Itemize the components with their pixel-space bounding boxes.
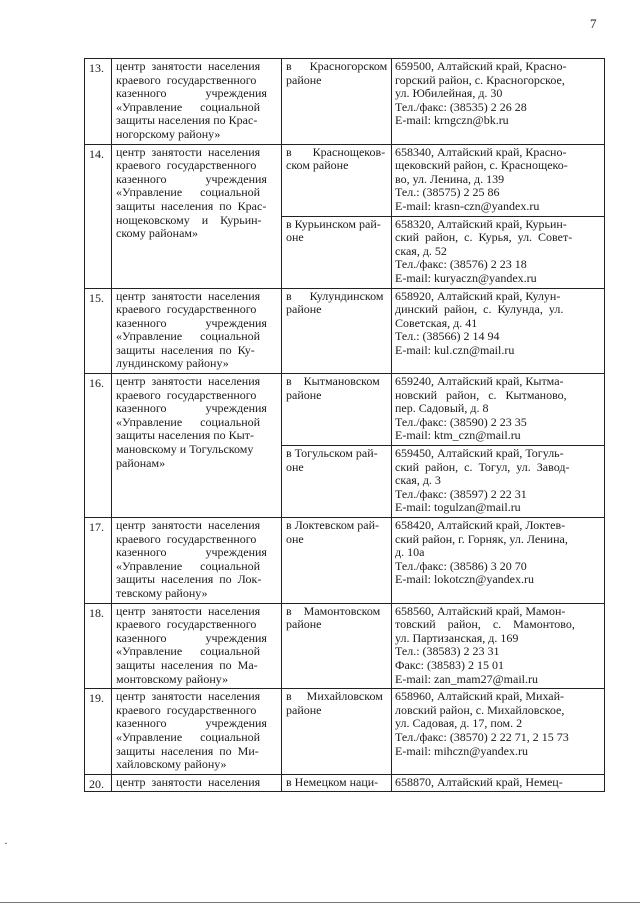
contact-address-line: 658960, Алтайский край, Михай- <box>395 689 565 704</box>
organization-name-line: краевого государственного <box>116 387 257 402</box>
organization-name-line: центр занятости населения <box>116 689 261 704</box>
organization-name-line: казенного учреждения <box>116 86 267 101</box>
contact-address-line: 659500, Алтайский край, Красно- <box>395 59 567 73</box>
contact-address <box>392 289 604 374</box>
row-number: 20. <box>85 775 112 792</box>
row-number: 17. <box>85 518 112 603</box>
branch <box>282 518 604 603</box>
branch <box>282 689 604 774</box>
table-row <box>85 288 604 374</box>
contact-address <box>392 604 604 689</box>
contact-address <box>392 59 604 144</box>
contact-address <box>392 145 604 216</box>
contact-address-line: ловский район, с. Михайловское, <box>395 702 565 717</box>
district-line: в Мамонтовском <box>286 603 381 618</box>
district-line: в Красногорском <box>286 59 388 73</box>
row-number: 15. <box>85 289 112 374</box>
contact-address-line: товский район, с. Мамонтово, <box>395 617 575 632</box>
table-row <box>85 517 604 603</box>
branch <box>282 59 604 144</box>
organization-name <box>112 518 282 603</box>
branch <box>282 145 604 216</box>
organization-name-line: краевого государственного <box>116 702 257 717</box>
organization-name-line: краевого государственного <box>116 531 257 546</box>
contact-address <box>392 518 604 603</box>
contact-address-line: горский район, с. Красногорское, <box>395 72 565 87</box>
organization-name-line: монтовскому району» <box>116 671 229 686</box>
organization-name-line: центр занятости населения <box>116 774 261 789</box>
district-line: районе <box>286 617 322 632</box>
contact-address-line: 658560, Алтайский край, Мамон- <box>395 603 566 618</box>
district <box>282 775 392 792</box>
branch-list <box>282 604 604 689</box>
contact-address-line: новский район, с. Кытманово, <box>395 387 567 402</box>
contact-address-line: Тел./факс: (38570) 2 22 71, 2 15 73 <box>395 729 569 744</box>
organization-name-line: защиты населения по Крас- <box>116 113 258 128</box>
district-line: в Михайловском <box>286 689 383 704</box>
district <box>282 689 392 774</box>
table-row <box>85 774 604 793</box>
organization-name-line: казенного учреждения <box>116 171 267 186</box>
district <box>282 59 392 144</box>
district <box>282 518 392 603</box>
district-line: оне <box>286 230 304 245</box>
district <box>282 289 392 374</box>
organization-name-line: «Управление социальной <box>116 329 261 344</box>
contact-address-line: E-mail: kul.czn@mail.ru <box>395 342 515 357</box>
organization-name-line: защиты населения по Ма- <box>116 657 258 672</box>
organization-name-line: краевого государственного <box>116 158 257 173</box>
contact-address-line: ский район, г. Горняк, ул. Ленина, <box>395 531 568 546</box>
organization-name-line: краевого государственного <box>116 617 257 632</box>
organizations-table <box>84 58 605 792</box>
district <box>282 604 392 689</box>
contact-address-line: Тел.: (38566) 2 14 94 <box>395 329 500 344</box>
contact-address-line: E-mail: krasn-czn@yandex.ru <box>395 198 540 213</box>
organization-name <box>112 145 282 288</box>
organization-name-line: «Управление социальной <box>116 185 261 200</box>
contact-address-line: ская, д. 52 <box>395 243 447 258</box>
table-row <box>85 373 604 517</box>
district-line: оне <box>286 531 304 546</box>
district-line: в Немецком наци- <box>286 774 379 789</box>
contact-address-line: д. 10а <box>395 545 425 560</box>
branch-list <box>282 59 604 144</box>
branch-list <box>282 518 604 603</box>
contact-address-line: динский район, с. Кулунда, ул. <box>395 302 564 317</box>
contact-address <box>392 775 604 792</box>
organization-name-line: краевого государственного <box>116 302 257 317</box>
contact-address-line: 658920, Алтайский край, Кулун- <box>395 288 561 303</box>
district-line: ском районе <box>286 158 349 173</box>
contact-address-line: щековский район, с. Краснощеко- <box>395 158 568 173</box>
organization-name-line: лундинскому району» <box>116 356 229 371</box>
contact-address-line: 658870, Алтайский край, Немец- <box>395 774 563 789</box>
contact-address-line: Факс: (38583) 2 15 01 <box>395 657 504 672</box>
organization-name-line: хайловскому району» <box>116 757 227 772</box>
organization-name-line: скому районам» <box>116 226 199 241</box>
organization-name-line: «Управление социальной <box>116 99 261 114</box>
organization-name-line: краевого государственного <box>116 72 257 87</box>
organization-name <box>112 689 282 774</box>
district-line: оне <box>286 459 304 474</box>
district-line: в Краснощеков- <box>286 144 386 159</box>
contact-address-line: 658320, Алтайский край, Курьин- <box>395 216 567 231</box>
contact-address-line: Тел./факс: (38597) 2 22 31 <box>395 486 527 501</box>
organization-name <box>112 59 282 144</box>
organization-name-line: защиты населения по Лок- <box>116 572 262 587</box>
organization-name-line: «Управление социальной <box>116 414 261 429</box>
contact-address-line: ул. Садовая, д. 17, пом. 2 <box>395 716 523 731</box>
row-number: 19. <box>85 689 112 774</box>
row-number: 16. <box>85 374 112 517</box>
organization-name <box>112 374 282 517</box>
organization-name-line: районам» <box>116 455 166 470</box>
organization-name-line: центр занятости населения <box>116 603 261 618</box>
table-row <box>85 688 604 774</box>
organization-name-line: защиты населения по Кыт- <box>116 428 254 443</box>
district-line: районе <box>286 702 322 717</box>
organization-name-line: центр занятости населения <box>116 518 261 532</box>
district <box>282 217 392 288</box>
district-line: в Локтевском рай- <box>286 518 379 532</box>
organization-name-line: защиты населения по Ку- <box>116 342 255 357</box>
contact-address-line: 658340, Алтайский край, Красно- <box>395 144 567 159</box>
organization-name-line: казенного учреждения <box>116 545 267 560</box>
district <box>282 145 392 216</box>
contact-address <box>392 374 604 445</box>
contact-address-line: во, ул. Ленина, д. 139 <box>395 171 505 186</box>
branch-list <box>282 289 604 374</box>
contact-address-line: ский район, с. Тогул, ул. Завод- <box>395 459 570 474</box>
table-row <box>85 58 604 144</box>
contact-address-line: E-mail: lokotczn@yandex.ru <box>395 572 535 587</box>
row-number: 18. <box>85 604 112 689</box>
contact-address-line: Тел./факс: (38586) 3 20 70 <box>395 558 527 573</box>
organization-name-line: «Управление социальной <box>116 644 261 659</box>
branch <box>282 374 604 445</box>
organization-name-line: центр занятости населения <box>116 144 261 159</box>
branch-list <box>282 689 604 774</box>
contact-address-line: Тел.: (38575) 2 25 86 <box>395 185 500 200</box>
branch <box>282 216 604 288</box>
contact-address-line: ская, д. 3 <box>395 473 441 488</box>
district-line: в Кытмановском <box>286 374 380 389</box>
contact-address-line: пер. Садовый, д. 8 <box>395 401 489 416</box>
organization-name-line: казенного учреждения <box>116 716 267 731</box>
organization-name-line: нощековскому и Курьин- <box>116 212 262 227</box>
organization-name <box>112 289 282 374</box>
organization-name-line: казенного учреждения <box>116 315 267 330</box>
district <box>282 446 392 517</box>
contact-address-line: E-mail: togulzan@mail.ru <box>395 500 521 515</box>
organization-name <box>112 604 282 689</box>
organization-name-line: казенного учреждения <box>116 630 267 645</box>
organization-name-line: «Управление социальной <box>116 558 261 573</box>
page-bottom-rule <box>0 902 640 903</box>
district-line: районе <box>286 387 322 402</box>
contact-address-line: Тел./факс: (38535) 2 26 28 <box>395 99 527 114</box>
row-number: 14. <box>85 145 112 288</box>
branch <box>282 775 604 792</box>
district-line: в Курьинском рай- <box>286 216 381 231</box>
branch <box>282 445 604 517</box>
contact-address <box>392 446 604 517</box>
organization-name-line: казенного учреждения <box>116 401 267 416</box>
branch <box>282 604 604 689</box>
branch-list <box>282 775 604 792</box>
organization-name-line: мановскому и Тогульскому <box>116 442 254 457</box>
branch-list <box>282 374 604 517</box>
organization-name-line: защиты населения по Крас- <box>116 198 267 213</box>
organization-name-line: защиты населения по Ми- <box>116 743 259 758</box>
district <box>282 374 392 445</box>
district-line: в Кулундинском <box>286 288 384 303</box>
organization-name <box>112 775 282 792</box>
contact-address-line: Советская, д. 41 <box>395 315 478 330</box>
contact-address-line: ул. Юбилейная, д. 30 <box>395 86 503 101</box>
contact-address-line: E-mail: mihczn@yandex.ru <box>395 743 529 758</box>
contact-address-line: ский район, с. Курья, ул. Совет- <box>395 230 573 245</box>
contact-address <box>392 689 604 774</box>
page-number: 7 <box>590 16 597 31</box>
district-line: районе <box>286 302 322 317</box>
contact-address-line: 659240, Алтайский край, Кытма- <box>395 374 564 389</box>
district-line: районе <box>286 72 322 87</box>
contact-address-line: Тел.: (38583) 2 23 31 <box>395 644 500 659</box>
contact-address-line: ул. Партизанская, д. 169 <box>395 630 519 645</box>
contact-address <box>392 217 604 288</box>
contact-address-line: Тел./факс: (38576) 2 23 18 <box>395 257 527 272</box>
edge-mark: · <box>4 836 8 850</box>
row-number: 13. <box>85 59 112 144</box>
contact-address-line: 659450, Алтайский край, Тогуль- <box>395 446 564 461</box>
contact-address-line: E-mail: zan_mam27@mail.ru <box>395 671 539 686</box>
contact-address-line: E-mail: ktm_czn@mail.ru <box>395 428 521 443</box>
branch-list <box>282 145 604 288</box>
contact-address-line: 658420, Алтайский край, Локтев- <box>395 518 566 532</box>
organization-name-line: «Управление социальной <box>116 729 261 744</box>
organization-name-line: центр занятости населения <box>116 288 261 303</box>
contact-address-line: E-mail: kuryaczn@yandex.ru <box>395 270 537 285</box>
table-row <box>85 144 604 288</box>
organization-name-line: тевскому району» <box>116 585 208 600</box>
organization-name-line: центр занятости населения <box>116 374 261 389</box>
organization-name-line: центр занятости населения <box>116 59 261 73</box>
table-row <box>85 603 604 689</box>
contact-address-line: E-mail: krngczn@bk.ru <box>395 113 509 128</box>
branch <box>282 289 604 374</box>
organization-name-line: ногорскому району» <box>116 126 221 141</box>
district-line: в Тогульском рай- <box>286 446 378 461</box>
contact-address-line: Тел./факс: (38590) 2 23 35 <box>395 414 527 429</box>
